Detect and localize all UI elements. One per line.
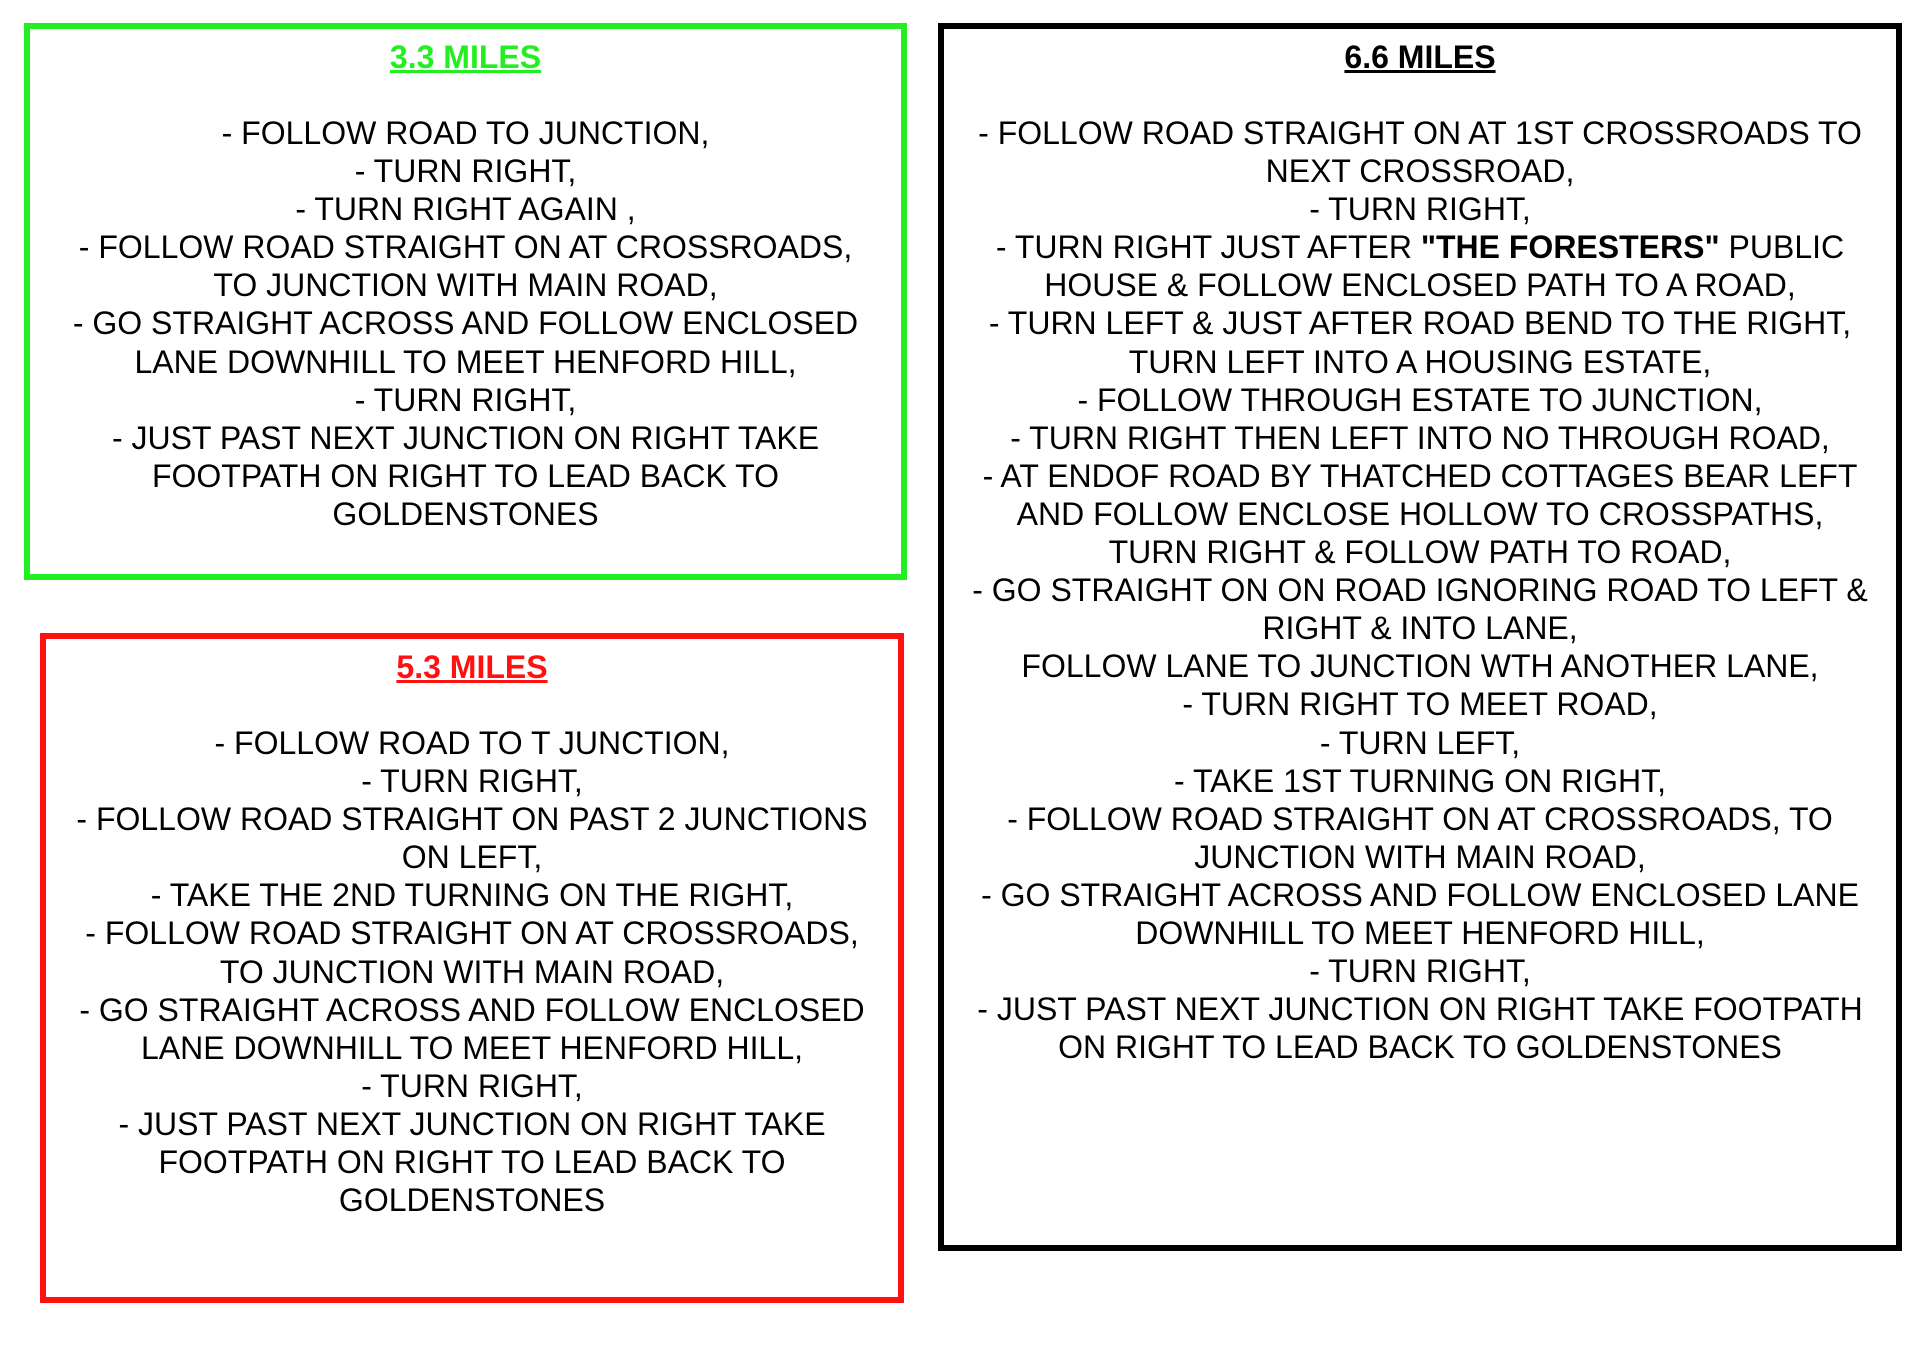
direction-line: - FOLLOW THROUGH ESTATE TO JUNCTION, xyxy=(1077,381,1763,418)
route-directions xyxy=(30,114,901,533)
direction-line: - TAKE THE 2ND TURNING ON THE RIGHT, xyxy=(150,877,794,914)
direction-line: TO JUNCTION WITH MAIN ROAD, xyxy=(219,953,725,990)
direction-line: - FOLLOW ROAD TO JUNCTION, xyxy=(221,115,710,151)
direction-line: FOOTPATH ON RIGHT TO LEAD BACK TO xyxy=(151,457,780,494)
direction-line: FOOTPATH ON RIGHT TO LEAD BACK TO xyxy=(158,1144,786,1181)
direction-line: - TURN LEFT & JUST AFTER ROAD BEND TO THE RIGHT, xyxy=(988,305,1852,342)
direction-line: TO JUNCTION WITH MAIN ROAD, xyxy=(213,267,718,304)
direction-line: RIGHT & INTO LANE, xyxy=(1262,610,1578,647)
direction-line: - TURN RIGHT, xyxy=(361,763,583,800)
direction-emphasis: "THE FORESTERS" xyxy=(1420,229,1720,266)
route-directions xyxy=(46,724,898,1219)
direction-line: HOUSE & FOLLOW ENCLOSED PATH TO A ROAD, xyxy=(1044,267,1796,304)
direction-text: - TURN RIGHT JUST AFTER xyxy=(995,229,1421,266)
direction-line: ON RIGHT TO LEAD BACK TO GOLDENSTONES xyxy=(1058,1029,1782,1066)
direction-line: - TURN RIGHT, xyxy=(361,1067,583,1104)
direction-line: TURN RIGHT & FOLLOW PATH TO ROAD, xyxy=(1108,534,1732,571)
direction-line: - GO STRAIGHT ON ON ROAD IGNORING ROAD TO LEFT & xyxy=(972,572,1868,609)
direction-line: - FOLLOW ROAD TO T JUNCTION, xyxy=(214,725,730,761)
direction-line: LANE DOWNHILL TO MEET HENFORD HILL, xyxy=(134,343,797,380)
route-card-6-6-miles xyxy=(938,23,1902,1251)
direction-line: JUNCTION WITH MAIN ROAD, xyxy=(1194,838,1646,875)
direction-line: DOWNHILL TO MEET HENFORD HILL, xyxy=(1135,914,1705,951)
direction-line: - TAKE 1ST TURNING ON RIGHT, xyxy=(1174,762,1666,799)
route-card-5-3-miles xyxy=(40,633,904,1303)
route-directions xyxy=(944,114,1896,1066)
direction-line xyxy=(944,228,1896,266)
route-title-5-3-miles: 5.3 MILES xyxy=(396,649,548,685)
direction-line: - TURN RIGHT TO MEET ROAD, xyxy=(1182,686,1658,723)
direction-line: - GO STRAIGHT ACROSS AND FOLLOW ENCLOSED xyxy=(79,991,865,1028)
direction-line: - FOLLOW ROAD STRAIGHT ON AT 1ST CROSSROADS TO xyxy=(978,115,1862,151)
direction-line: - TURN LEFT, xyxy=(1319,724,1521,761)
direction-line: - TURN RIGHT THEN LEFT INTO NO THROUGH ROAD, xyxy=(1010,419,1830,456)
direction-line: - TURN RIGHT, xyxy=(1309,191,1531,228)
direction-line: - TURN RIGHT, xyxy=(354,153,577,190)
direction-line: - FOLLOW ROAD STRAIGHT ON AT CROSSROADS, xyxy=(85,915,859,952)
direction-line: - GO STRAIGHT ACROSS AND FOLLOW ENCLOSED LANE xyxy=(981,876,1859,913)
direction-line: GOLDENSTONES xyxy=(332,495,599,532)
direction-line: - JUST PAST NEXT JUNCTION ON RIGHT TAKE FOOTPATH xyxy=(977,991,1863,1028)
route-title-6-6-miles: 6.6 MILES xyxy=(1344,39,1496,75)
route-card-3-3-miles xyxy=(24,23,907,580)
direction-text: PUBLIC xyxy=(1719,229,1845,266)
direction-line: - GO STRAIGHT ACROSS AND FOLLOW ENCLOSED xyxy=(72,305,859,342)
direction-line: - JUST PAST NEXT JUNCTION ON RIGHT TAKE xyxy=(111,419,820,456)
direction-line: NEXT CROSSROAD, xyxy=(1265,153,1575,190)
direction-line: FOLLOW LANE TO JUNCTION WTH ANOTHER LANE, xyxy=(1021,648,1819,685)
direction-line: ON LEFT, xyxy=(401,839,543,876)
direction-line: TURN LEFT INTO A HOUSING ESTATE, xyxy=(1128,343,1712,380)
direction-line: - TURN RIGHT, xyxy=(354,381,577,418)
direction-line: - TURN RIGHT, xyxy=(1309,953,1531,990)
direction-line: - FOLLOW ROAD STRAIGHT ON PAST 2 JUNCTIONS xyxy=(76,801,868,838)
route-title-3-3-miles: 3.3 MILES xyxy=(389,39,542,75)
direction-line: LANE DOWNHILL TO MEET HENFORD HILL, xyxy=(140,1029,804,1066)
direction-line: - JUST PAST NEXT JUNCTION ON RIGHT TAKE xyxy=(118,1105,826,1142)
direction-line: - TURN RIGHT AGAIN , xyxy=(295,191,636,228)
direction-line: AND FOLLOW ENCLOSE HOLLOW TO CROSSPATHS, xyxy=(1016,495,1824,532)
direction-line: - FOLLOW ROAD STRAIGHT ON AT CROSSROADS, xyxy=(78,229,853,266)
direction-line: GOLDENSTONES xyxy=(338,1182,606,1219)
direction-line: - AT ENDOF ROAD BY THATCHED COTTAGES BEAR LEFT xyxy=(982,457,1858,494)
direction-line: - FOLLOW ROAD STRAIGHT ON AT CROSSROADS, TO xyxy=(1007,800,1833,837)
